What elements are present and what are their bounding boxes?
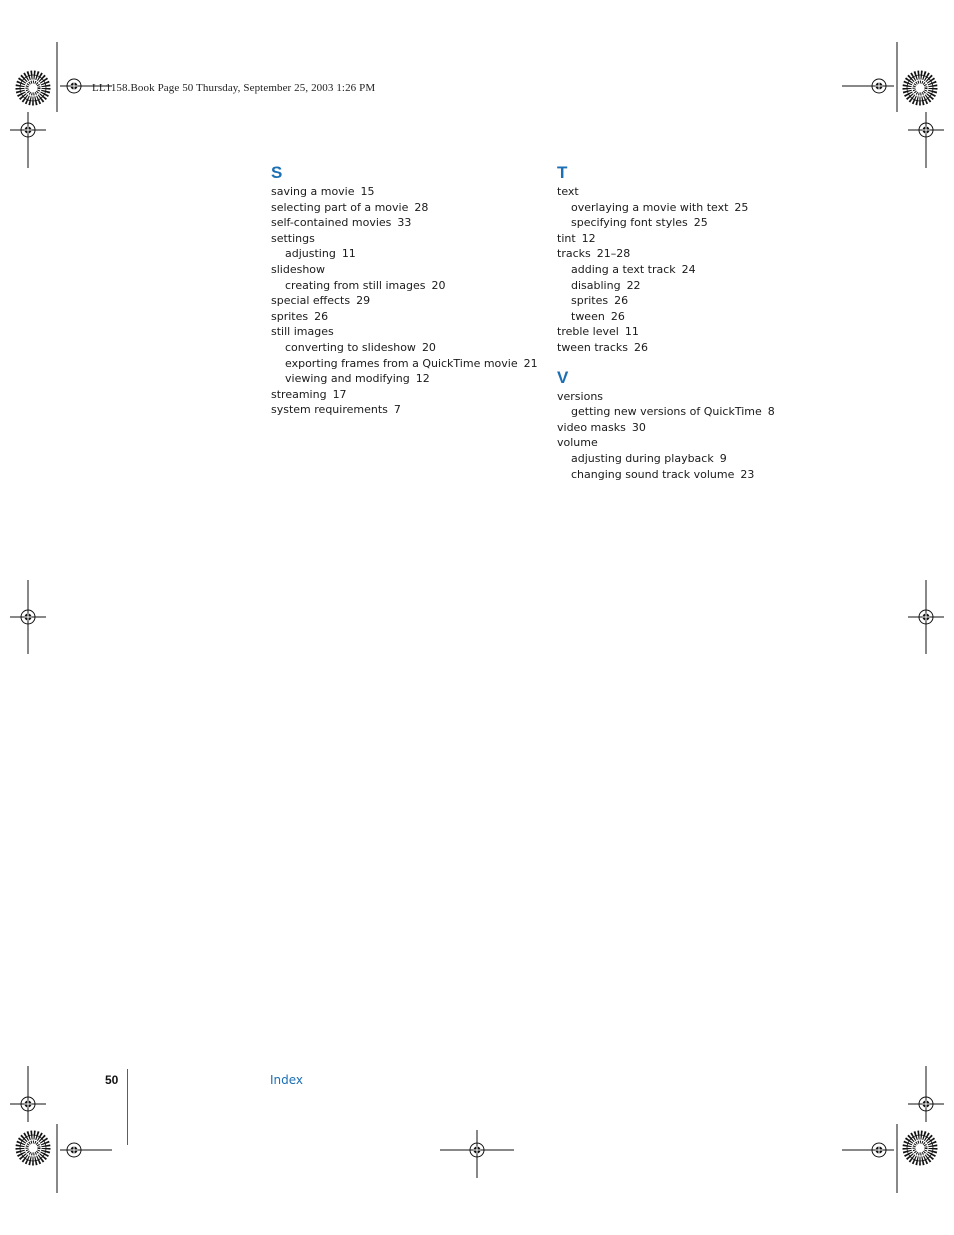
index-term: saving a movie xyxy=(271,185,355,198)
index-letter-heading: S xyxy=(271,163,283,182)
index-subentry xyxy=(271,246,541,262)
index-column-left xyxy=(271,162,541,429)
index-term: adjusting xyxy=(285,247,336,261)
index-subentry xyxy=(557,309,837,325)
index-entry xyxy=(271,402,541,418)
index-term: system requirements xyxy=(271,403,388,417)
index-entry xyxy=(271,200,541,216)
index-entry xyxy=(557,340,837,356)
index-entry xyxy=(271,184,541,200)
index-term: video masks xyxy=(557,420,626,434)
index-subentry xyxy=(557,215,837,231)
index-column-right xyxy=(557,162,837,493)
index-page-ref[interactable]: 15 xyxy=(360,185,375,198)
index-entry xyxy=(271,231,541,247)
index-term: versions xyxy=(557,389,604,403)
index-letter-group xyxy=(271,162,541,418)
starburst-target-icon xyxy=(907,75,933,101)
index-subentry xyxy=(271,356,541,372)
index-entry xyxy=(557,231,837,247)
index-entry xyxy=(271,309,541,325)
index-subentry xyxy=(271,371,541,387)
index-page-ref[interactable]: 26 xyxy=(634,340,649,354)
index-term: viewing and modifying xyxy=(285,372,410,386)
index-subentry xyxy=(557,278,837,294)
crosshair-registration-icon xyxy=(919,1097,933,1111)
print-slug: LL1158.Book Page 50 Thursday, September 25, 2003 1:26 PM xyxy=(92,82,376,94)
index-term: adding a text track xyxy=(571,262,676,276)
index-entry xyxy=(557,184,837,200)
index-page-ref[interactable]: 12 xyxy=(581,231,596,245)
index-entry xyxy=(271,215,541,231)
index-page-ref[interactable]: 11 xyxy=(341,247,356,261)
index-term: tint xyxy=(557,231,576,245)
crosshair-registration-icon xyxy=(872,1143,886,1157)
index-page-ref[interactable]: 11 xyxy=(624,325,639,339)
index-term: creating from still images xyxy=(285,278,426,292)
crosshair-registration-icon xyxy=(21,610,35,624)
crosshair-registration-icon xyxy=(21,1097,35,1111)
index-page-ref[interactable]: 26 xyxy=(614,294,629,308)
index-page-ref[interactable]: 12 xyxy=(415,372,430,386)
crosshair-registration-icon xyxy=(919,610,933,624)
crosshair-registration-icon xyxy=(470,1143,484,1157)
index-entry xyxy=(557,246,837,262)
starburst-target-icon xyxy=(907,1135,933,1161)
index-letter-group xyxy=(557,162,837,356)
page-number: 50 xyxy=(105,1073,119,1087)
index-term: selecting part of a movie xyxy=(271,200,409,214)
index-term: slideshow xyxy=(271,262,326,276)
index-page-ref[interactable]: 33 xyxy=(397,216,412,230)
index-subentry xyxy=(557,293,837,309)
index-page-ref[interactable]: 22 xyxy=(626,278,641,292)
crosshair-registration-icon xyxy=(919,123,933,137)
index-page-ref[interactable]: 9 xyxy=(719,451,727,465)
starburst-target-icon xyxy=(20,75,46,101)
index-term: adjusting during playback xyxy=(571,451,714,465)
index-letter-heading: T xyxy=(557,163,568,182)
index-term: getting new versions of QuickTime xyxy=(571,405,762,419)
index-page-ref[interactable]: 26 xyxy=(314,309,329,323)
index-page-ref[interactable]: 20 xyxy=(421,340,436,354)
index-subentry xyxy=(271,278,541,294)
index-term: disabling xyxy=(571,278,621,292)
index-page-ref[interactable]: 29 xyxy=(356,294,371,308)
index-term: exporting frames from a QuickTime movie xyxy=(285,356,518,370)
index-term: sprites xyxy=(571,294,609,308)
index-page-ref[interactable]: 30 xyxy=(631,420,646,434)
section-name: Index xyxy=(270,1073,304,1087)
index-entry xyxy=(557,420,837,436)
index-subentry xyxy=(557,200,837,216)
index-term: tween xyxy=(571,309,605,323)
index-page-ref[interactable]: 20 xyxy=(431,278,446,292)
index-term: still images xyxy=(271,325,334,339)
index-page-ref[interactable]: 25 xyxy=(734,200,749,214)
index-letter-heading: V xyxy=(557,367,569,387)
index-term: special effects xyxy=(271,294,351,308)
index-page-ref[interactable]: 17 xyxy=(332,387,347,401)
index-page-ref[interactable]: 7 xyxy=(393,403,401,417)
index-term: self-contained movies xyxy=(271,216,392,230)
index-subentry xyxy=(271,340,541,356)
index-term: settings xyxy=(271,231,315,245)
crosshair-registration-icon xyxy=(872,79,886,93)
index-page-ref[interactable]: 21–28 xyxy=(596,247,631,261)
index-page-ref[interactable]: 8 xyxy=(767,405,775,419)
index-page-ref[interactable]: 26 xyxy=(610,309,625,323)
index-term: changing sound track volume xyxy=(571,467,735,481)
index-entry xyxy=(557,435,837,451)
index-term: converting to slideshow xyxy=(285,340,416,354)
index-term: text xyxy=(557,185,579,198)
index-letter-group xyxy=(557,367,837,483)
crosshair-registration-icon xyxy=(67,79,81,93)
index-term: sprites xyxy=(271,309,309,323)
index-page-ref[interactable]: 28 xyxy=(414,200,429,214)
crosshair-registration-icon xyxy=(21,123,35,137)
index-term: streaming xyxy=(271,387,327,401)
index-term: tween tracks xyxy=(557,340,629,354)
index-term: treble level xyxy=(557,325,619,339)
index-term: overlaying a movie with text xyxy=(571,200,729,214)
index-term: tracks xyxy=(557,247,591,261)
index-entry xyxy=(271,293,541,309)
index-page-ref[interactable]: 25 xyxy=(693,216,708,230)
index-page-ref[interactable]: 24 xyxy=(681,262,696,276)
index-subentry xyxy=(557,404,837,420)
index-entry xyxy=(271,262,541,278)
footer-divider xyxy=(127,1069,128,1145)
starburst-target-icon xyxy=(20,1135,46,1161)
index-subentry xyxy=(557,262,837,278)
crosshair-registration-icon xyxy=(67,1143,81,1157)
index-subentry xyxy=(557,467,837,483)
index-entry xyxy=(557,324,837,340)
index-page-ref[interactable]: 23 xyxy=(740,467,755,481)
index-entry xyxy=(271,324,541,340)
index-page-ref[interactable]: 21 xyxy=(523,356,538,370)
index-term: specifying font styles xyxy=(571,216,688,230)
index-entry xyxy=(557,389,837,405)
index-entry xyxy=(271,387,541,403)
index-subentry xyxy=(557,451,837,467)
index-term: volume xyxy=(557,436,598,450)
